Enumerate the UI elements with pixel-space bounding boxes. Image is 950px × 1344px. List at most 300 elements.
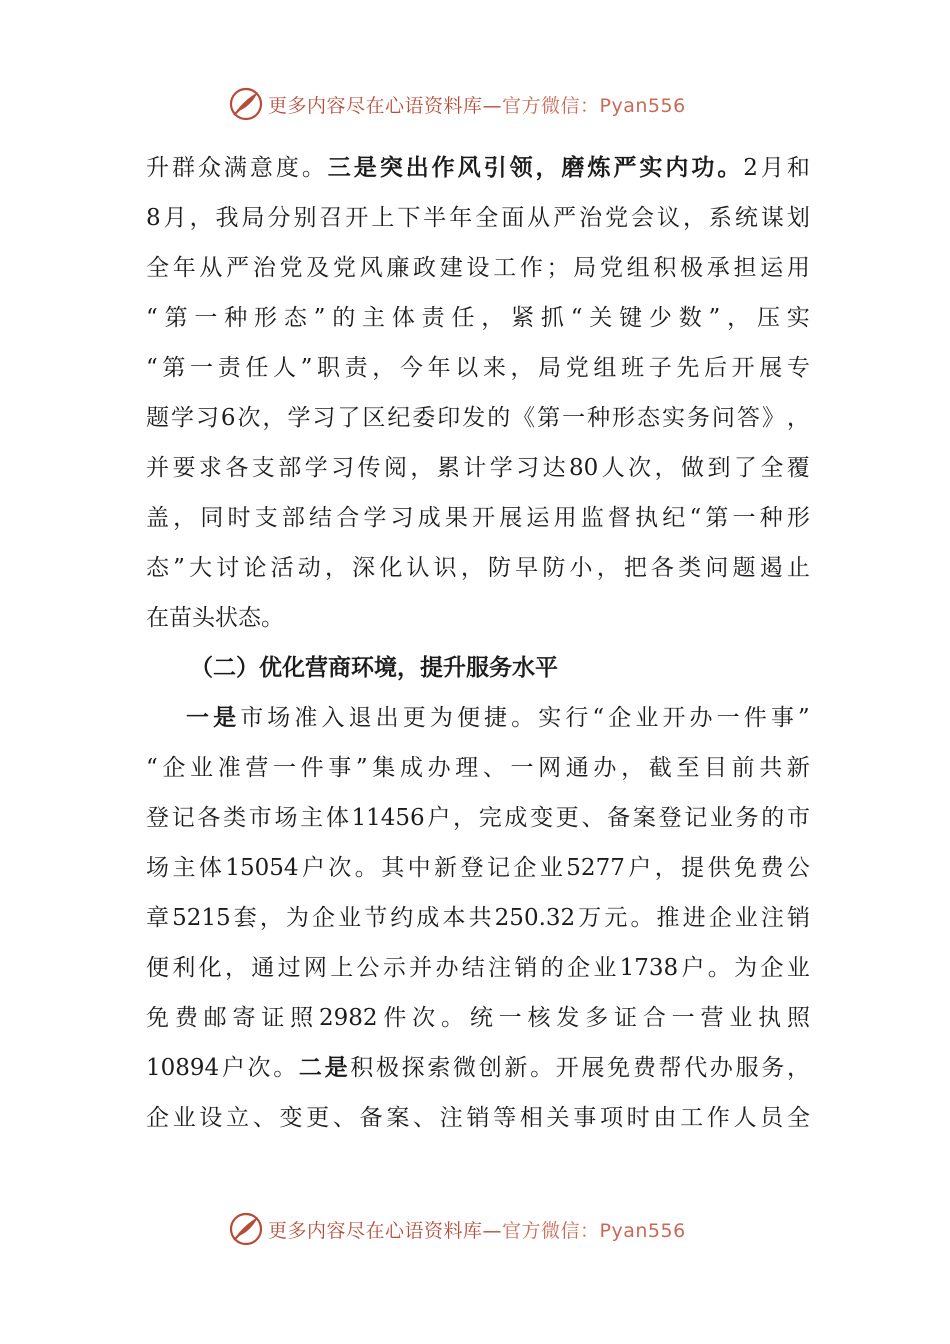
text-char: 状 [215,605,238,631]
text-char: 党 [605,205,629,231]
text-char: ， [460,555,484,581]
text-char: 成 [504,805,528,831]
text-char: 务 [686,405,710,431]
section-heading: （二）优化营商环境，提升服务水平 [190,654,558,681]
text-char: 任 [451,305,475,331]
text-char: 套 [233,905,257,931]
text-char: 面 [501,205,525,231]
text-char: 防 [488,555,511,581]
text-char: 支 [254,505,278,531]
text-char: 治 [579,205,603,231]
text-char: 共 [759,755,783,781]
text-char: 执 [635,505,659,531]
text-char: 通 [251,955,275,981]
text-char: 支 [251,455,275,481]
text-char: “ [146,355,158,381]
text-char: 今 [399,355,423,381]
text-line [146,243,810,293]
text-char: 组 [626,255,650,281]
text-char: 覆 [786,455,810,481]
text-char: 事 [573,1105,597,1131]
text-char: 的 [487,405,511,431]
text-char: 推 [656,905,680,931]
text-char: 划 [786,205,810,231]
text-char: 极 [680,255,704,281]
text-char: 销 [466,1105,490,1131]
text-char: 截 [648,755,672,781]
text-char: 案 [632,805,656,831]
text-char: 题 [732,555,756,581]
text-char: 用 [786,255,810,281]
text-char: 月 [760,155,784,181]
text-char: 》 [761,405,785,431]
text-char: 政 [413,255,437,281]
text-char: 结 [461,955,485,981]
text-char: 行 [565,705,589,731]
text-char: ” [708,305,721,331]
text-char: 次 [247,1055,271,1081]
text-char: ” [173,555,185,581]
text-char: 次 [628,455,652,481]
text-char: 人 [733,1105,757,1131]
text-char: 市 [248,805,272,831]
text-char: 展 [759,355,783,381]
text-char: 登 [460,855,484,881]
text-char: 主 [300,805,324,831]
text-char: ， [173,505,197,531]
text-char: 议 [657,205,681,231]
text-line [146,343,810,393]
text-char: 一 [732,505,756,531]
text-char: 极 [375,1055,399,1081]
text-char: 业 [338,905,362,931]
text-char: 次 [328,855,352,881]
text-char: 网 [538,755,562,781]
text-char: 在 [146,605,169,631]
text-char: 监 [580,505,604,531]
text-char: 下 [397,205,421,231]
text-char: 记 [486,855,510,881]
text-char: 部 [281,505,305,531]
text-char: 局 [538,355,562,381]
text-char: ， [189,205,213,231]
text-char: 治 [252,255,276,281]
text-char: 万 [578,905,602,931]
text-char: 示 [382,955,406,981]
text-char: 累 [436,455,460,481]
text-char: 10894 [146,1055,220,1081]
text-char: 防 [542,555,566,581]
text-char: ， [654,855,678,881]
text-char: 为 [429,705,453,731]
text-char: 开 [472,505,496,531]
text-char: 次 [237,405,261,431]
text-char: 通 [565,755,589,781]
text-char: 习 [516,455,540,481]
text-char: 体 [391,305,415,331]
text-char: 5277 [566,855,625,881]
text-char: 立 [226,1105,250,1131]
text-char: 进 [682,905,706,931]
text-char: “ [146,305,158,331]
text-char: 利 [172,955,196,981]
text-char: 设 [199,1105,223,1131]
text-char: 6 [220,405,236,431]
text-char: 业 [729,1005,753,1031]
text-char: ， [259,905,283,931]
text-char: 深 [352,555,376,581]
text-char: 约 [390,905,414,931]
text-char: 形 [786,505,810,531]
text-char: 积 [653,255,677,281]
text-char: 企 [312,905,336,931]
text-char: 第 [164,305,188,331]
text-char: 实 [786,305,810,331]
text-char: 结 [309,505,333,531]
text-char: 变 [279,1105,303,1131]
text-char: 问 [711,405,735,431]
text-char: 成 [399,755,423,781]
text-char: 止 [786,555,810,581]
emphasis-text: 是 [324,1055,348,1081]
text-char: 态 [637,405,661,431]
text-char: 准 [217,755,241,781]
text-char: 关 [546,1105,570,1131]
text-line [146,443,810,493]
text-char: 。 [441,1005,464,1031]
text-char: 注 [439,1105,463,1131]
text-char: ” [797,705,810,731]
text-char: 次 [412,1005,436,1031]
text-char: 费 [174,1005,198,1031]
text-char: 一 [498,1005,522,1031]
text-char: 营 [245,755,269,781]
text-char: “ [592,705,605,731]
text-char: ， [324,555,348,581]
text-char: 局 [573,255,597,281]
text-char: 。 [707,955,731,981]
text-char: 2 [743,155,758,181]
text-char: 、 [332,1105,356,1131]
text-char: 习 [331,455,355,481]
text-char: 过 [277,955,301,981]
text-char: 开 [731,355,755,381]
text-char: 办 [709,1055,733,1081]
text-char: 同 [200,505,224,531]
text-char: 时 [626,1105,650,1131]
text-char: 担 [733,255,757,281]
emphasis-text: 磨 [561,155,585,181]
text-char: 化 [198,955,222,981]
text-char: 我 [215,205,239,231]
text-char: 一 [671,1005,695,1031]
text-char: 先 [676,355,700,381]
text-char: 免 [146,1005,169,1031]
emphasis-text: 炼 [587,155,611,181]
text-char: 出 [375,705,399,731]
text-char: 探 [401,1055,425,1081]
text-char: 企 [567,955,590,981]
text-char: 类 [678,555,702,581]
text-char: 纪 [387,405,411,431]
text-char: 党 [565,355,589,381]
text-char: 类 [223,805,247,831]
text-char: 开 [662,705,686,731]
text-char: 业 [539,855,563,881]
text-char: 提 [681,855,705,881]
text-char: 实 [538,705,562,731]
text-char: 年 [449,205,473,231]
text-char: 办 [689,705,713,731]
emphasis-text: 是 [213,705,237,731]
text-char: 度 [275,155,299,181]
text-char: 便 [456,705,480,731]
text-char: 并 [146,455,169,481]
text-char: 群 [171,155,195,181]
text-char: ， [727,305,751,331]
text-char: 数 [678,305,702,331]
text-char: 、 [252,1105,276,1131]
text-char: 阅 [383,455,407,481]
text-char: 企 [760,955,784,981]
text-char: 半 [423,205,447,231]
text-char: 答 [736,405,760,431]
text-char: 局 [241,205,265,231]
text-char: 抓 [540,305,564,331]
text-char: 相 [519,1105,543,1131]
text-char: 的 [540,955,564,981]
text-char: 盖 [146,505,169,531]
text-char: 意 [249,155,273,181]
watermark-text: 更多内容尽在心语资料库—官方微信：Pyan556 [268,1219,686,1242]
text-char: 子 [648,355,672,381]
text-char: 计 [463,455,487,481]
emphasis-text: 领 [509,155,533,181]
text-char: 章 [146,905,169,931]
text-char: 户 [221,1055,245,1081]
text-char: 。 [261,605,284,631]
text-char: 业 [709,805,733,831]
text-char: 微 [453,1055,477,1081]
text-line [146,193,810,243]
text-char: 注 [488,955,512,981]
text-char: 由 [653,1105,677,1131]
text-char: 做 [681,455,705,481]
text-char: 党 [279,255,303,281]
text-char: 理 [455,755,479,781]
text-char: 键 [619,305,643,331]
text-char: 少 [648,305,672,331]
emphasis-text: 作 [431,155,455,181]
text-char: 、 [413,1105,437,1131]
text-char: 部 [278,455,302,481]
text-char: 。 [511,705,535,731]
text-char: 企 [146,1105,169,1131]
text-char: 时 [227,505,251,531]
text-char: 备 [607,805,631,831]
text-char: 论 [243,555,267,581]
text-char: 企 [162,755,186,781]
text-char: 市 [240,705,264,731]
text-char: 上 [371,205,395,231]
quill-logo-icon [228,1211,264,1247]
emphasis-text: 三 [327,155,351,181]
text-char: 作 [519,255,543,281]
text-char: 证 [261,1005,285,1031]
text-char: 体 [198,855,222,881]
text-char: 户 [628,855,652,881]
text-char: 场 [146,855,169,881]
text-char: 户 [681,955,705,981]
text-char: 全 [146,255,169,281]
text-char: 供 [707,855,731,881]
text-char: 登 [658,805,682,831]
text-char: 全 [475,205,499,231]
text-char: ， [372,355,396,381]
text-char: 大 [189,555,213,581]
text-char: 廉 [386,255,410,281]
text-char: ， [654,455,678,481]
text-char: 证 [613,1005,637,1031]
text-char: 记 [171,805,195,831]
text-char: 主 [362,305,386,331]
text-char: 统 [469,1005,493,1031]
text-char: 5215 [172,905,231,931]
text-char: ， [786,1055,810,1081]
text-char: 元 [604,905,628,931]
text-char: 年 [427,355,451,381]
text-char: 变 [530,805,554,831]
text-char: 学 [489,455,513,481]
text-char: 主 [172,855,196,881]
text-char: 为 [285,905,309,931]
text-char: ， [262,405,286,431]
text-char: 了 [733,455,757,481]
text-char: 、 [482,755,506,781]
text-char: 8 [146,205,161,231]
text-char: 80 [569,455,599,481]
text-char: 别 [293,205,317,231]
text-char: 一 [272,755,296,781]
text-char: 《 [512,405,536,431]
text-char: 集 [372,755,396,781]
text-char: 开 [345,205,369,231]
text-char: 至 [676,755,700,781]
text-char: 免 [734,855,758,881]
text-char: 专 [786,355,810,381]
text-char: 各 [651,555,675,581]
watermark-banner-top [0,84,950,124]
text-line [146,393,810,443]
text-char: 展 [499,505,523,531]
text-char: ， [596,555,620,581]
text-char: 会 [631,205,655,231]
text-char: 件 [300,755,324,781]
text-char: 紧 [511,305,535,331]
text-char: 执 [758,1005,782,1031]
text-char: 学 [304,455,328,481]
text-char: 代 [684,1055,708,1081]
text-char: 统 [734,205,758,231]
text-char: 学 [287,405,311,431]
text-char: 一 [510,755,534,781]
text-char: 召 [319,205,343,231]
text-char: 企 [513,855,537,881]
text-char: 一 [190,355,214,381]
text-line [146,993,810,1043]
text-char: “ [689,505,702,531]
emphasis-text: 突 [379,155,403,181]
text-char: ， [481,305,505,331]
text-char: 15054 [225,855,299,881]
text-char: 升 [146,155,169,181]
text-char: 认 [406,555,430,581]
text-char: 关 [589,305,613,331]
text-char: 业 [786,955,810,981]
text-char: 其 [381,855,405,881]
text-char: 备 [359,1105,383,1131]
text-char: 第 [537,405,561,431]
text-char: 达 [542,455,566,481]
text-char: 传 [357,455,381,481]
text-char: 责 [421,305,445,331]
text-char: 本 [442,905,466,931]
emphasis-text: 功 [691,155,715,181]
text-char: 以 [455,355,479,381]
text-char: 费 [632,1055,656,1081]
text-char: 注 [760,905,784,931]
text-char: 件 [743,705,767,731]
text-char: 核 [527,1005,551,1031]
text-char: 从 [199,255,223,281]
emphasis-text: 是 [353,155,377,181]
text-char: 准 [294,705,318,731]
text-char: 中 [407,855,431,881]
text-char: 等 [493,1105,517,1131]
text-char: 业 [172,1105,196,1131]
emphasis-text: 出 [405,155,429,181]
text-char: 态 [283,305,307,331]
text-char: 场 [267,705,291,731]
text-char: 多 [585,1005,609,1031]
text-char: 后 [703,355,727,381]
text-char: 责 [344,355,368,381]
body-paragraph [146,143,810,643]
text-char: 新 [786,755,810,781]
text-char: 网 [303,955,327,981]
text-char: ， [224,955,248,981]
text-char: ， [410,455,434,481]
text-char: 件 [383,1005,407,1031]
text-char: 设 [466,255,490,281]
text-char: 积 [350,1055,374,1081]
text-char: 入 [321,705,345,731]
text-char: 头 [192,605,215,631]
text-char: 组 [593,355,617,381]
text-char: 创 [478,1055,502,1081]
text-char: ” [355,755,368,781]
text-char: 办 [593,755,617,781]
text-char: 完 [478,805,502,831]
text-char: 项 [599,1105,623,1131]
text-char: 索 [427,1055,451,1081]
text-line [146,793,810,843]
text-char: 印 [437,405,461,431]
text-char: 新 [434,855,458,881]
text-char: 学 [170,405,194,431]
text-char: 动 [297,555,321,581]
text-char: 早 [515,555,539,581]
